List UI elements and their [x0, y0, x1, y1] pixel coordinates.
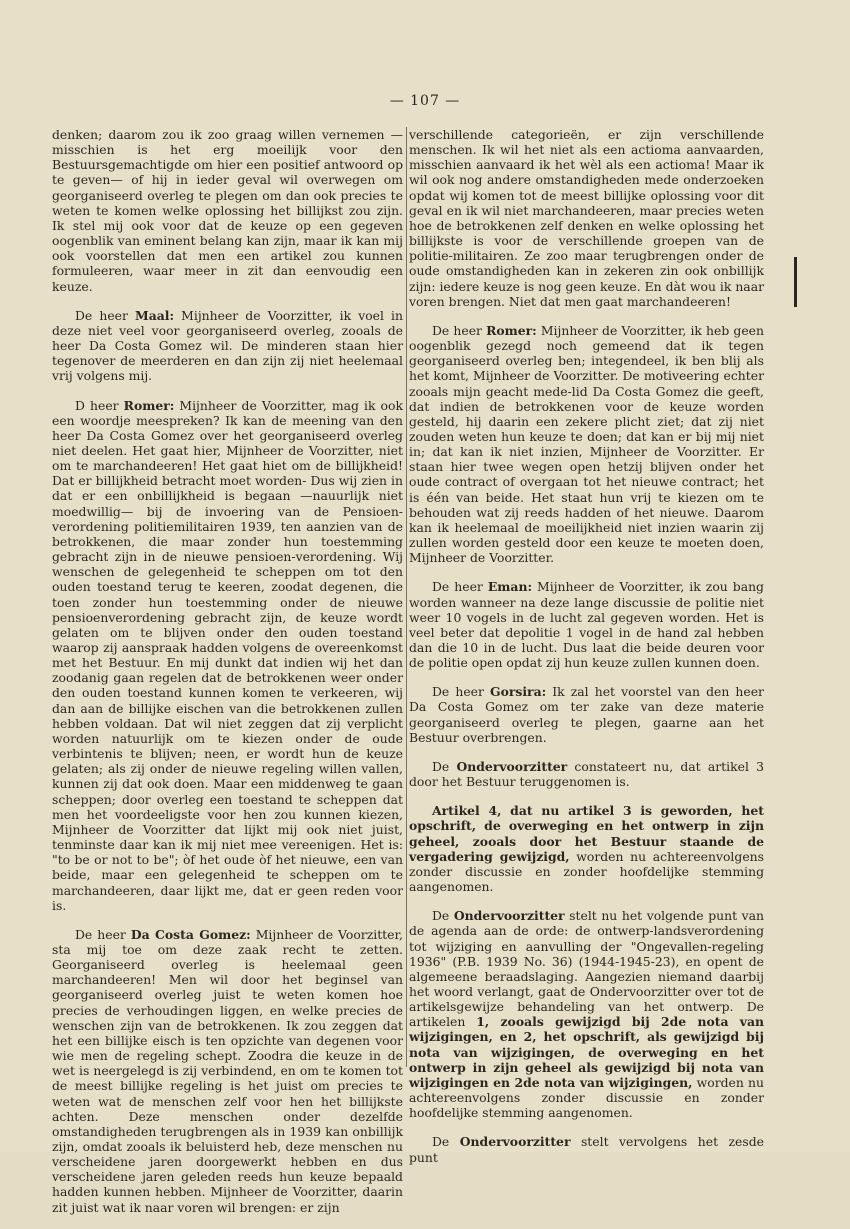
resolution-bold: Artikel 4, dat nu artikel 3 is geworden, het opschrift, de overweging en het ontwerp in zijn geheel, zooals door het Bestuur staande de vergadering gewijzigd, — [409, 803, 764, 864]
speech-text: Mijnheer de Voorzitter, sta mij toe om deze zaak recht te zetten. Georganiseerd overleg is heelemaal geen marchandeeren! Men wil door het beginsel van georganiseerd overleg juist te weten komen hoe precies de verhoudingen liggen, en welke precies de wenschen zijn van de betrokkenen. Ik zou zeggen dat het een billijke eisch is ten opzichte van degenen voor wie men de regeling schept. Zoodra die keuze in de wet is neergelegd is zij verbindend, en om te komen tot de meest billijke regeling is het juist om precies te weten wat de menschen zelf voor hen het billijkste achten. Deze menschen onder dezelfde omstandigheden terugbrengen als in 1939 kan onbillijk zijn, omdat zooals ik beluisterd heb, deze menschen nu verscheidene jaren doorgewerkt hebben en dus verscheidene jaren geleden reeds hun keuze bepaald hadden kunnen hebben. Mijnheer de Voorzitter, daarin zit juist wat ik naar voren wil brengen: er zijn — [52, 926, 403, 1215]
paragraph — [409, 1134, 764, 1164]
margin-mark — [794, 257, 797, 307]
paragraph — [409, 579, 764, 670]
paragraph: verschillende categorieën, er zijn verschillende menschen. Ik wil het niet als een actioma aanvaarden, misschien aanvaard ik het wèl als een actioma! Maar ik wil ook nog andere omstandigheden mede onderzoeken opdat wij komen tot de meest billijke oplossing voor dit geval en ik wil niet marchandeeren, maar precies weten hoe de betrokkenen zelf denken en welke oplossing het billijkste is voor de verschillende groepen van de politie-militairen. Ze zoo maar terugbrengen onder de oude omstandigheden kan in zekeren zin ook onbillijk zijn: iedere keuze is nog geen keuze. En dàt wou ik naar voren brengen. Niet dat men gaat marchandeeren! — [409, 127, 764, 309]
speaker-intro: De — [432, 1134, 460, 1150]
page-number: — 107 — — [389, 93, 461, 109]
paragraph — [409, 323, 764, 566]
speaker-intro: De — [432, 908, 454, 924]
column-divider — [406, 127, 407, 1067]
paragraph — [52, 308, 403, 384]
left-column — [52, 127, 403, 1229]
paragraph — [409, 803, 764, 894]
paragraph — [52, 927, 403, 1215]
paragraph: denken; daarom zou ik zoo graag willen vernemen —misschien is het erg moeilijk voor den Bestuursgemachtigde om hier een positief antwoord op te geven— of hij in ieder geval wil overwegen om georganiseerd overleg te plegen om dan ook precies te weten te komen welke oplossing het billijkst zou zijn. Ik stel mij ook voor dat de keuze op een gegeven oogenblik van eminent belang kan zijn, maar ik kan mij ook voorstellen dat men een artikel zou kunnen formuleeren, waar meer in zit dan eenvoudig een keuze. — [52, 127, 403, 294]
speech-text: Ik zal het voorstel van den heer Da Costa Gomez om ter zake van deze materie georganiseerd overleg te plegen, gaarne aan het Bestuur overbrengen. — [409, 684, 764, 745]
speaker-intro: De heer — [75, 307, 136, 323]
speech-text: stelt nu het volgende punt van de agenda aan de orde: de ontwerp-landsverordening tot wijziging en aanvulling der "Ongevallen-regeling 1936" (P.B. 1939 No. 36) (1944-1945-23), en opent de algemeene beraadslaging. Aangezien niemand daarbij het woord verlangt, gaat de Ondervoorzitter over tot de artikelsgewijze behandeling van het ontwerp. De artikelen — [409, 908, 764, 1030]
resolution-text: worden nu achtereenvolgens zonder discussie en zonder hoofdelijke stemming aangenomen. — [409, 848, 764, 895]
speech-text: Mijnheer de Voorzitter, mag ik ook een woordje meespreken? Ik kan de meening van den heer Da Costa Gomez over het georganiseerd overleg niet deelen. Het gaat hier, Mijnheer de Voorzitter, niet om te marchandeeren! Het gaat hiet om de billijkheid! Dat er billijkheid betracht moet worden- Dus wij zien in dat er een onbillijkheid is begaan —nauurlijk niet moedwillig— bij de invoering van de Pensioen-verordening politiemilitairen 1939, ten aanzien van de betrokkenen, die maar zonder hun toestemming gebracht zijn in de nieuwe pensioen-verordening. Wij wenschen de gelegenheid te scheppen om tot den ouden toestand terug te keeren, zoodat degenen, die toen zonder hun toestemming onder de nieuwe pensioenverordening gebracht zijn, de keuze wordt gelaten om te blijven onder den ouden toestand waarop zij aanspraak hadden volgens de overeenkomst met het Bestuur. En mij dunkt dat indien wij het dan zoodanig gaan regelen dat de betrokkenen weer onder den ouden toestand kunnen komen te verkeeren, wij dan aan de billijke eischen van die betrokkenen zullen hebben voldaan. Dat wil niet zeggen dat zij verplicht worden natuurlijk om te kiezen onder de oude verbintenis te blijven; neen, er wordt hun de keuze gelaten; als zij onder de nieuwe regeling willen vallen, kunnen zij dat ook doen. Maar een middenweg te gaan scheppen; door overleg een toestand te scheppen dat men het voordeeligste voor hen zou kunnen kiezen, Mijnheer de Voorzitter dat lijkt mij ook niet juist, tenminste daar kan ik mij niet mee vereenigen. Het is: "to be or not to be"; òf het oude òf het nieuwe, een van beide, maar een gelegenheid te scheppen om te marchandeeren, daar lijkt me, dat er geen reden voor is. — [52, 397, 403, 913]
speaker-name: Da Costa Gomez: — [130, 926, 251, 942]
resolution-bold: 1, zooals gewijzigd bij 2de nota van wijzigingen, en 2, het opschrift, als gewijzigd bij nota van wijzigingen, de overweging en het ontwerp in zijn geheel als gewijzigd bij nota van wijzigingen en 2de nota van wijzigingen, — [409, 1014, 765, 1090]
paragraph — [52, 398, 403, 913]
speaker-name: Ondervoorzitter — [459, 1134, 571, 1150]
speaker-name: Romer: — [123, 397, 175, 413]
speech-text: Mijnheer de Voorzitter, ik zou bang worden wanneer na deze lange discussie de politie niet weer 10 vogels in de lucht zal gegeven worden. Het is veel beter dat depolitie 1 vogel in de hand zal hebben dan die 10 in de lucht. Dus laat die beide deuren voor de politie open opdat zij hun keuze zullen kunnen doen. — [409, 579, 764, 671]
paragraph — [409, 684, 764, 745]
paragraph — [409, 908, 764, 1120]
speech-text: worden nu achtereenvolgens zonder discussie en zonder hoofdelijke stemming aangenomen. — [409, 1074, 764, 1121]
speaker-intro: De heer — [432, 579, 488, 595]
speaker-name: Romer: — [486, 322, 537, 338]
speaker-intro: De heer — [432, 322, 487, 338]
speaker-name: Maal: — [135, 307, 175, 323]
speech-text: constateert nu, dat artikel 3 door het Bestuur teruggenomen is. — [409, 758, 764, 790]
speaker-name: Ondervoorzitter — [456, 758, 568, 774]
speaker-intro: De — [432, 758, 457, 774]
paragraph — [409, 759, 764, 789]
speaker-name: Gorsira: — [490, 684, 547, 700]
speech-text: stelt vervolgens het zesde punt — [409, 1134, 764, 1165]
speaker-intro: De heer — [432, 684, 490, 700]
speaker-intro: D heer — [75, 397, 124, 413]
right-column — [409, 127, 764, 1179]
speaker-name: Ondervoorzitter — [453, 908, 565, 924]
speaker-intro: De heer — [75, 926, 131, 942]
speaker-name: Eman: — [487, 579, 533, 595]
speech-text: Mijnheer de Voorzitter, ik voel in deze niet veel voor georganiseerd overleg, zooals de heer Da Costa Gomez wil. De minderen staan hier tegenover de meerderen en dan zijn zij niet heelemaal vrij volgens mij. — [52, 307, 403, 384]
speech-text: Mijnheer de Voorzitter, ik heb geen oogenblik gezegd noch gemeend dat ik tegen georganiseerd overleg ben; integendeel, ik ben blij als het komt, Mijnheer de Voorzitter. De motiveering echter zooals mijn geacht mede-lid Da Costa Gomez die geeft, dat indien de betrokkenen voor de keuze worden gesteld, hij daarin een zekere plicht ziet; dat zij niet zouden weten hun keuze te doen; dat kan er bij mij niet in; dat kan ik niet inzien, Mijnheer de Voorzitter. Er staan hier twee wegen open hetzij blijven onder het oude contract of overgaan tot het nieuwe contract; het is één van beide. Het staat hun vrij te kiezen om te behouden wat zij reeds hadden of het nieuwe. Daarom kan ik heelemaal de moeilijkheid niet inzien waarin zij zullen worden gesteld door een keuze te moeten doen, Mijnheer de Voorzitter. — [409, 322, 764, 566]
